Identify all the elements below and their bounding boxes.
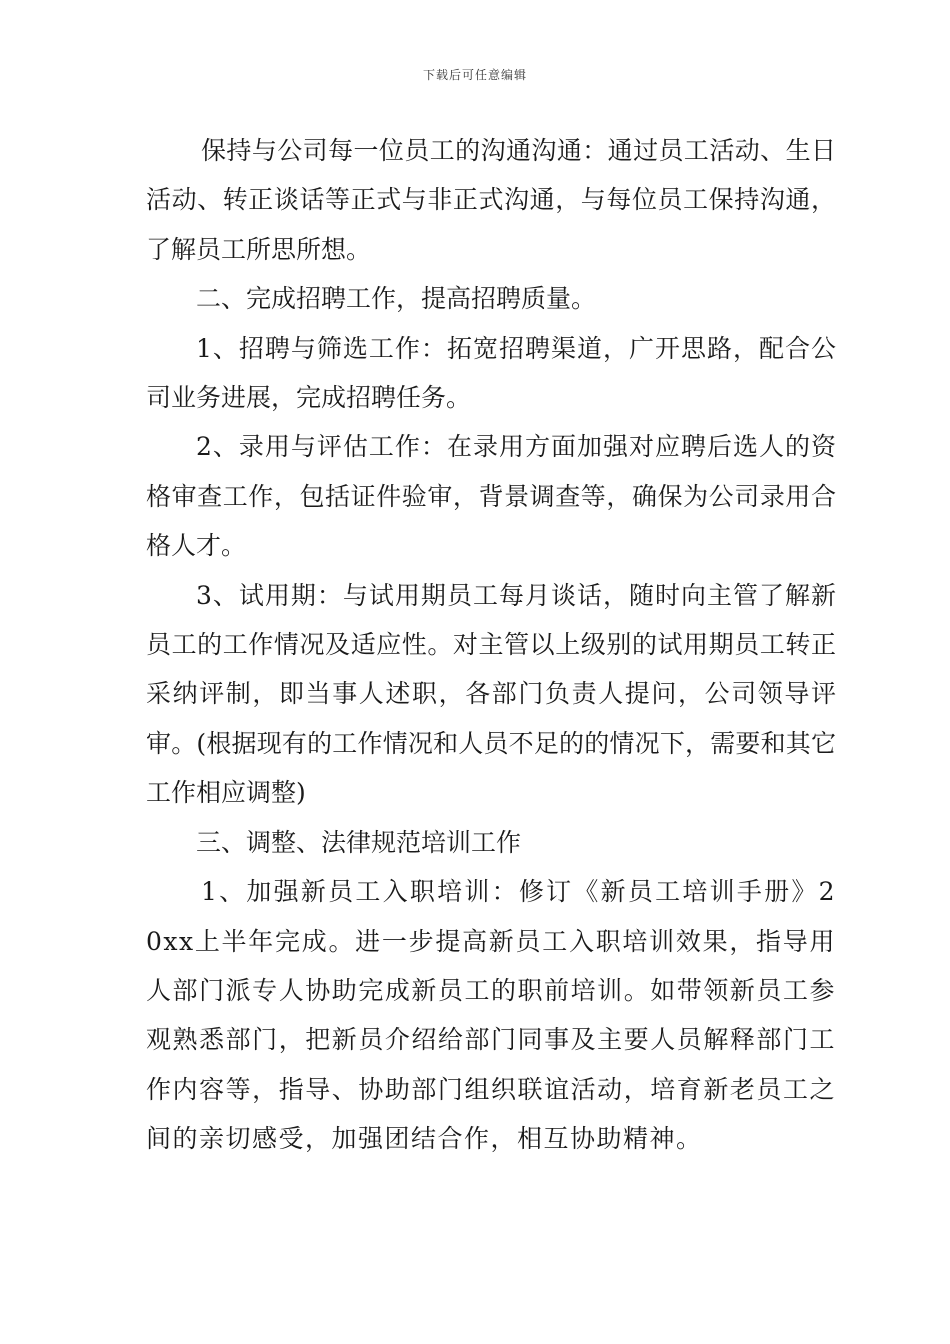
paragraph-recruit-screening: 1、招聘与筛选工作：拓宽招聘渠道，广开思路，配合公司业务进展，完成招聘任务。 xyxy=(146,333,836,413)
heading-recruitment: 二、完成招聘工作，提高招聘质量。 xyxy=(196,284,597,314)
document-body xyxy=(146,126,836,1164)
paragraph-probation: 3、试用期：与试用期员工每月谈话，随时向主管了解新员工的工作情况及适应性。对主管以上级别的试用期员工转正采纳评制，即当事人述职，各部门负责人提问，公司领导评审。(根据现有的工作情况和人员不足的的情况下，需要和其它工作相应调整) xyxy=(146,580,836,808)
paragraph-communication: 保持与公司每一位员工的沟通沟通：通过员工活动、生日活动、转正谈话等正式与非正式沟通，与每位员工保持沟通，了解员工所思所想。 xyxy=(146,136,836,264)
page-header-note: 下载后可任意编辑 xyxy=(422,68,527,82)
paragraph-hiring-evaluation: 2、录用与评估工作：在录用方面加强对应聘后选人的资格审查工作，包括证件验审，背景调查等，确保为公司录用合格人才。 xyxy=(146,432,836,561)
heading-training: 三、调整、法律规范培训工作 xyxy=(196,827,522,857)
paragraph-onboarding-training: 1、加强新员工入职培训：修订《新员工培训手册》20xx上半年完成。进一步提高新员工入职培训效果，指导用人部门派专人协助完成新员工的职前培训。如带领新员工参观熟悉部门，把新员介绍给部门同事及主要人员解释部门工作内容等，指导、协助部门组织联谊活动，培育新老员工之间的亲切感受，加强团结合作，相互协助精神。 xyxy=(146,877,836,1154)
